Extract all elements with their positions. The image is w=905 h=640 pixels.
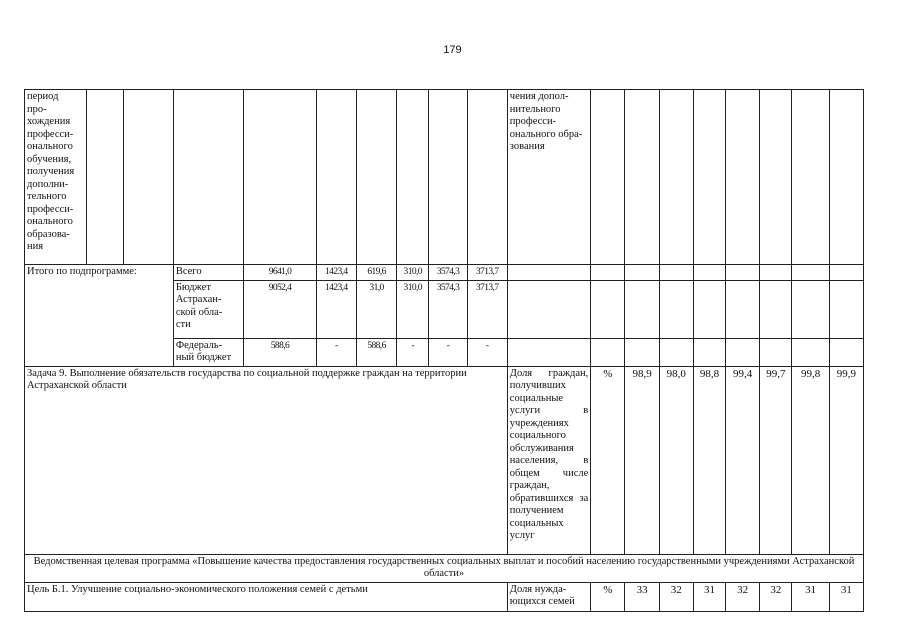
table-cell: 31: [792, 582, 829, 611]
source-label: Федераль- ный бюджет: [173, 338, 243, 366]
table-row: [25, 90, 864, 265]
subtotal-label: Итого по подпрограмме:: [25, 265, 174, 367]
source-label: Всего: [173, 265, 243, 281]
table-row: [25, 554, 864, 582]
table-cell: 3574,3: [429, 265, 467, 281]
table-cell: 310,0: [397, 265, 429, 281]
table-cell: 33: [625, 582, 659, 611]
table-cell: 99,4: [726, 366, 760, 554]
table-cell: 98,0: [659, 366, 693, 554]
table-cell: -: [429, 338, 467, 366]
program-table: [24, 89, 864, 612]
table-row: [25, 582, 864, 611]
task-title: Задача 9. Выполнение обязательств государства по социальной поддержке граждан на территории Астраханской области: [25, 366, 508, 554]
table-cell: 32: [726, 582, 760, 611]
table-cell: 1423,4: [316, 265, 356, 281]
table-row: [25, 366, 864, 554]
table-cell: 1423,4: [316, 280, 356, 338]
table-cell: 99,9: [829, 366, 863, 554]
table-cell: -: [316, 338, 356, 366]
table-cell: 310,0: [397, 280, 429, 338]
source-label: Бюджет Астрахан- ской обла- сти: [173, 280, 243, 338]
table-cell: 99,8: [792, 366, 829, 554]
table-cell: 3713,7: [467, 265, 507, 281]
table-cell: 3713,7: [467, 280, 507, 338]
table-cell: 588,6: [244, 338, 316, 366]
table-row: [25, 265, 864, 281]
table-cell: 9641,0: [244, 265, 316, 281]
goal-title: Цель Б.1. Улучшение социально-экономического положения семей с детьми: [25, 582, 508, 611]
table-cell: 99,7: [760, 366, 792, 554]
indicator-text: Доля граждан, получивших социальные услуги в учреждениях социального обслуживания населения, в общем числе граждан, обратившихся за получением социальных услуг: [507, 366, 590, 554]
table-cell: 588,6: [356, 338, 396, 366]
period-text: период про- хождения професси- онального обучения, получения дополни- тельного професси- онального образова- ния: [25, 90, 87, 265]
table-cell: 31,0: [356, 280, 396, 338]
unit-cell: %: [591, 582, 625, 611]
page-number: 179: [443, 44, 462, 56]
table-cell: -: [467, 338, 507, 366]
table-cell: 9052,4: [244, 280, 316, 338]
table-cell: -: [397, 338, 429, 366]
table-cell: 31: [829, 582, 863, 611]
table-cell: 32: [760, 582, 792, 611]
program-title: Ведомственная целевая программа «Повышение качества предоставления государственных социальных выплат и пособий населению государственными учреждениями Астраханской области»: [25, 554, 864, 582]
table-cell: 32: [659, 582, 693, 611]
table-cell: 31: [693, 582, 725, 611]
indicator-text: Доля нужда- ющихся семей: [507, 582, 590, 611]
table-cell: 619,6: [356, 265, 396, 281]
table-cell: 98,8: [693, 366, 725, 554]
table-cell: 98,9: [625, 366, 659, 554]
indicator-text: чения допол- нительного професси- онального обра- зования: [507, 90, 590, 265]
table-cell: 3574,3: [429, 280, 467, 338]
unit-cell: %: [591, 366, 625, 554]
